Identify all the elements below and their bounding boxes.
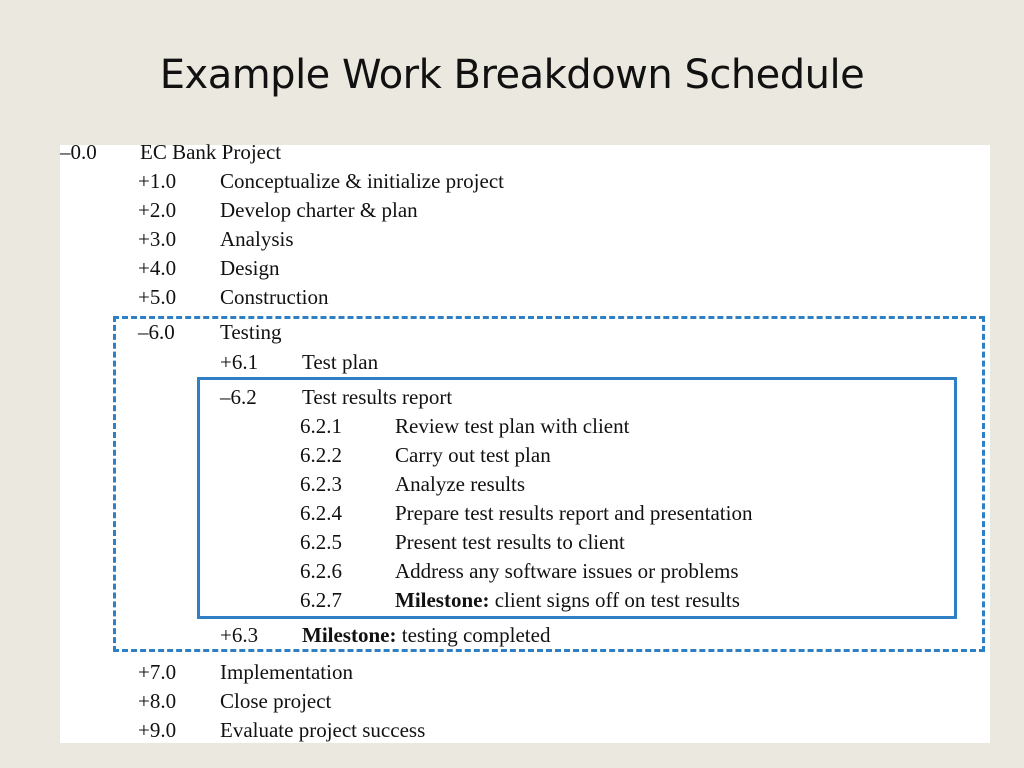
wbs-label: Analyze results <box>395 472 526 496</box>
wbs-label: Test plan <box>302 350 379 374</box>
wbs-label: Prepare test results report and presentation <box>395 501 753 525</box>
wbs-code: +1.0 <box>138 169 177 193</box>
wbs-label: Analysis <box>220 227 294 251</box>
wbs-code: –6.2 <box>220 385 257 409</box>
wbs-label: Close project <box>220 689 332 713</box>
wbs-code: +8.0 <box>138 689 177 713</box>
wbs-label: Present test results to client <box>395 530 625 554</box>
wbs-label: Develop charter & plan <box>220 198 418 222</box>
wbs-code: +6.1 <box>220 350 259 374</box>
wbs-label: Construction <box>220 285 329 309</box>
wbs-code: 6.2.6 <box>300 559 342 583</box>
wbs-code: –0.0 <box>60 140 97 164</box>
wbs-label-text: testing completed <box>396 623 551 647</box>
wbs-code: +4.0 <box>138 256 177 280</box>
wbs-label: Conceptualize & initialize project <box>220 169 504 193</box>
wbs-code: 6.2.2 <box>300 443 342 467</box>
milestone-label: Milestone: <box>302 623 397 647</box>
wbs-code: +2.0 <box>138 198 177 222</box>
wbs-label: EC Bank Project <box>140 140 282 164</box>
wbs-label: Design <box>220 256 280 280</box>
wbs-code: +5.0 <box>138 285 177 309</box>
wbs-label-text: client signs off on test results <box>489 588 740 612</box>
wbs-code: 6.2.1 <box>300 414 342 438</box>
wbs-label: Address any software issues or problems <box>395 559 739 583</box>
wbs-code: –6.0 <box>138 320 175 344</box>
slide-title: Example Work Breakdown Schedule <box>159 52 865 98</box>
wbs-code: 6.2.4 <box>300 501 342 525</box>
wbs-code: +9.0 <box>138 718 177 742</box>
wbs-label: Review test plan with client <box>395 414 630 438</box>
wbs-label: Carry out test plan <box>395 443 551 467</box>
wbs-code: +6.3 <box>220 623 259 647</box>
wbs-code: +3.0 <box>138 227 177 251</box>
wbs-label: Testing <box>220 320 282 344</box>
wbs-label: Implementation <box>220 660 353 684</box>
wbs-code: 6.2.7 <box>300 588 342 612</box>
wbs-code: +7.0 <box>138 660 177 684</box>
milestone-label: Milestone: <box>395 588 490 612</box>
wbs-code: 6.2.3 <box>300 472 342 496</box>
wbs-label <box>302 621 550 650</box>
wbs-panel <box>60 140 990 743</box>
wbs-label <box>395 586 740 615</box>
wbs-label: Evaluate project success <box>220 718 426 742</box>
wbs-label: Test results report <box>302 385 453 409</box>
wbs-code: 6.2.5 <box>300 530 342 554</box>
